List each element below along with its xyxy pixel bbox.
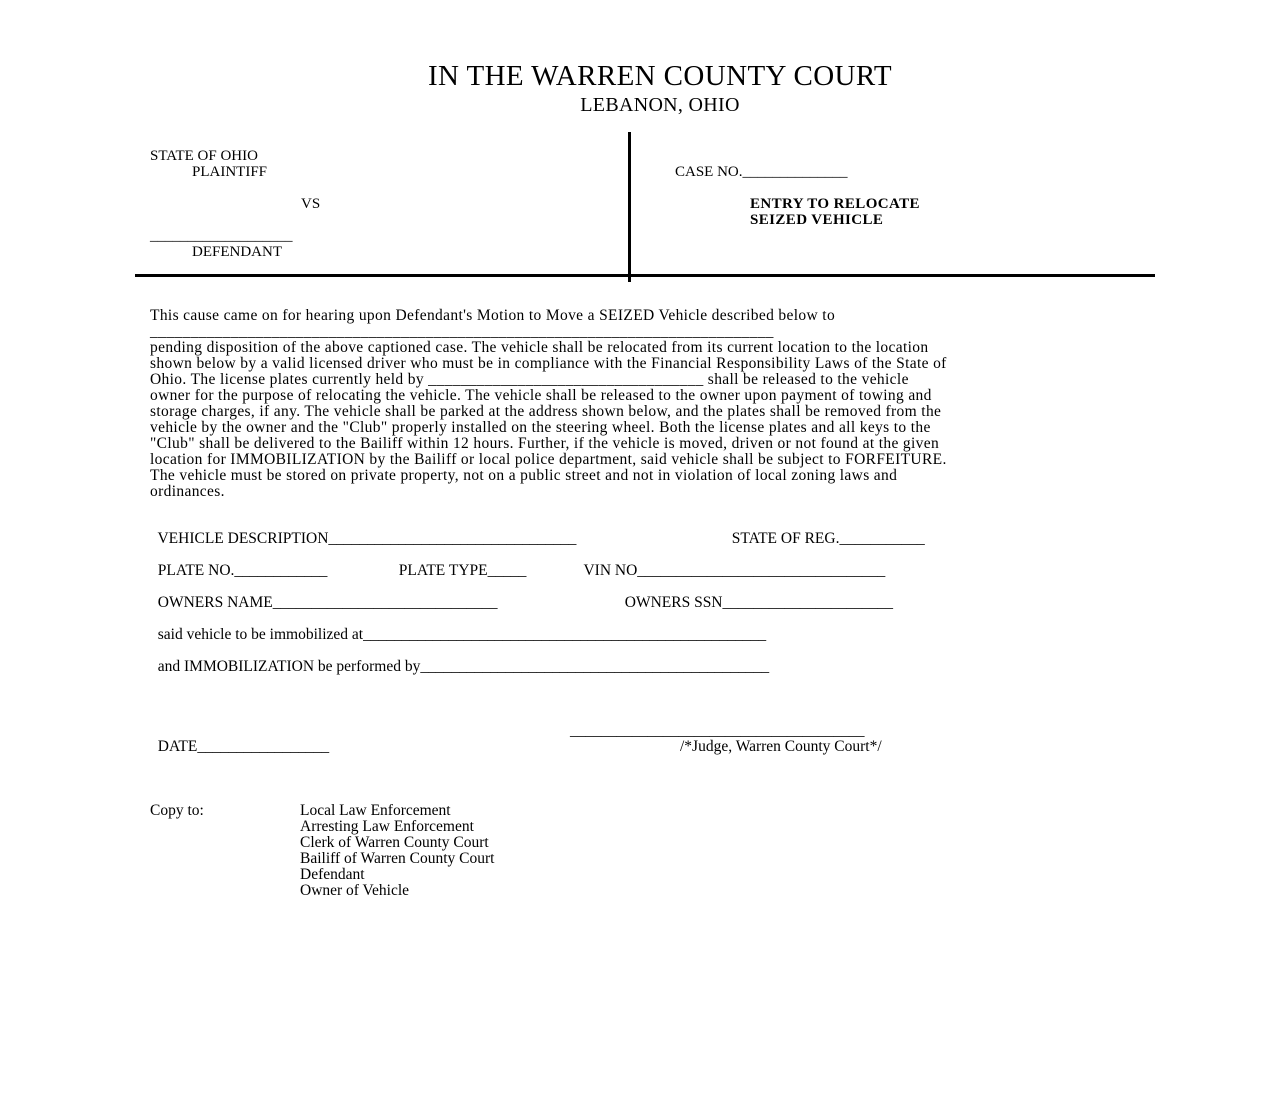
state-of-reg-row [724, 515, 925, 547]
case-number-field[interactable]: ______________ [742, 164, 848, 180]
recipient-item: Clerk of Warren County Court [300, 834, 489, 851]
owners-name-field[interactable]: _____________________________ [272, 594, 498, 611]
versus-label: VS [301, 196, 321, 212]
paragraph-line: Ohio. The license plates currently held by __________________________________ shall be released to the vehicle [150, 371, 909, 388]
plate-no-row [150, 547, 327, 579]
plate-type-row [391, 547, 526, 579]
recipient-item: Bailiff of Warren County Court [300, 850, 495, 867]
case-number-row [675, 164, 848, 180]
immobilized-at-field[interactable]: ____________________________________________________ [363, 626, 767, 643]
plate-type-label: PLATE TYPE [398, 562, 488, 579]
paragraph-line: location for IMMOBILIZATION by the Bailiff or local police department, said vehicle shall be subject to FORFEITURE. [150, 451, 947, 468]
owners-ssn-field[interactable]: ______________________ [722, 594, 894, 611]
vin-no-label: VIN NO [583, 562, 638, 579]
document-title-line2: SEIZED VEHICLE [750, 212, 884, 228]
copy-to-recipients [300, 803, 494, 899]
vin-no-row [576, 547, 885, 579]
performed-by-label: and IMMOBILIZATION be performed by [157, 658, 421, 675]
plaintiff-label: PLAINTIFF [192, 164, 268, 180]
paragraph-line: pending disposition of the above captioned case. The vehicle shall be relocated from its current location to the location [150, 339, 929, 356]
date-field[interactable]: _________________ [197, 738, 330, 755]
copy-to-label: Copy to: [150, 802, 204, 819]
vin-no-field[interactable]: ________________________________ [637, 562, 886, 579]
paragraph-line: shown below by a valid licensed driver who must be in compliance with the Financial Responsibility Laws of the State of [150, 355, 947, 372]
paragraph-line: ordinances. [150, 483, 225, 500]
state-of-reg-label: STATE OF REG. [731, 530, 840, 547]
court-location: LEBANON, OHIO [580, 94, 740, 116]
recipient-item: Arresting Law Enforcement [300, 818, 474, 835]
owners-name-row [150, 579, 497, 611]
plaintiff-name: STATE OF OHIO [150, 148, 258, 164]
paragraph-line: vehicle by the owner and the "Club" properly installed on the steering wheel. Both the license plates and all keys to the [150, 419, 931, 436]
performed-by-row [150, 643, 769, 675]
judge-signature-label: /*Judge, Warren County Court*/ [680, 738, 882, 755]
plate-type-field[interactable]: _____ [487, 562, 527, 579]
owners-ssn-row [617, 579, 893, 611]
immobilized-at-row [150, 611, 766, 643]
judge-signature-field[interactable]: ______________________________________ [570, 722, 865, 739]
caption-vertical-divider [628, 132, 631, 282]
owners-name-label: OWNERS NAME [157, 594, 273, 611]
case-number-label: CASE NO. [675, 164, 743, 180]
recipient-item: Owner of Vehicle [300, 882, 410, 899]
caption-horizontal-divider [135, 274, 1155, 277]
recipient-item: Defendant [300, 866, 365, 883]
immobilized-at-label: said vehicle to be immobilized at [157, 626, 364, 643]
court-title: IN THE WARREN COUNTY COURT [427, 60, 893, 92]
plate-no-field[interactable]: ____________ [234, 562, 328, 579]
vehicle-description-field[interactable]: ________________________________ [328, 530, 577, 547]
order-paragraph [150, 308, 1180, 500]
paragraph-line: storage charges, if any. The vehicle shall be parked at the address shown below, and the plates shall be removed from the [150, 403, 942, 420]
paragraph-line: owner for the purpose of relocating the vehicle. The vehicle shall be released to the owner upon payment of towing and [150, 387, 932, 404]
paragraph-line: "Club" shall be delivered to the Bailiff within 12 hours. Further, if the vehicle is moved, driven or not found at the given [150, 435, 940, 452]
defendant-name-field[interactable]: ___________________ [150, 228, 293, 244]
document-title-line1: ENTRY TO RELOCATE [750, 196, 920, 212]
owners-ssn-label: OWNERS SSN [624, 594, 723, 611]
performed-by-field[interactable]: _____________________________________________ [420, 658, 770, 675]
recipient-item: Local Law Enforcement [300, 802, 451, 819]
defendant-label: DEFENDANT [192, 244, 282, 260]
date-row [150, 723, 329, 755]
paragraph-line: The vehicle must be stored on private property, not on a public street and not in violation of local zoning laws and [150, 467, 898, 484]
relocation-address-field[interactable]: _____________________________________________________________________________ [150, 323, 774, 340]
vehicle-description-label: VEHICLE DESCRIPTION [157, 530, 329, 547]
vehicle-description-row [150, 515, 576, 547]
date-label: DATE [157, 738, 198, 755]
plate-no-label: PLATE NO. [157, 562, 235, 579]
paragraph-line: This cause came on for hearing upon Defendant's Motion to Move a SEIZED Vehicle described below to [150, 307, 836, 324]
state-of-reg-field[interactable]: ___________ [839, 530, 925, 547]
